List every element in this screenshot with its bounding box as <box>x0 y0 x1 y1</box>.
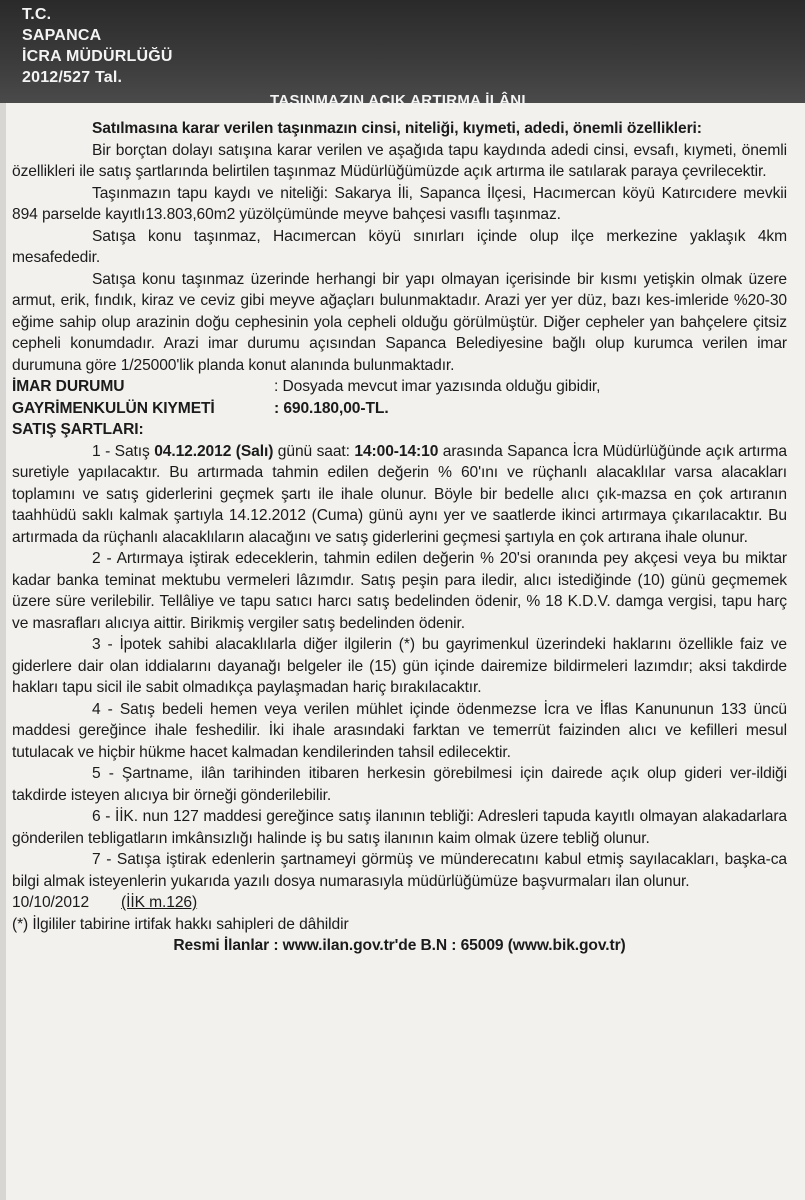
zoning-label: İMAR DURUMU <box>12 378 125 395</box>
notice-date: 10/10/2012 <box>12 894 90 911</box>
header-banner <box>0 0 805 109</box>
closing-line <box>12 892 787 914</box>
condition-3: 3 - İpotek sahibi alacaklılarla diğer ilgilerin (*) bu gayrimenkul üzerindeki haklarını özellikle faiz ve giderlere dair olan iddialarını dayanağı belgeler ile (15) gün içinde dairemize bildirmeleri lazımdır; aksi takdirde hakları tapu sicil ile sabit olmadıkça paylaşmadan hariç bırakılacaktır. <box>12 636 787 696</box>
condition-1-text-c: arasında Sapanca İcra Müdürlüğünde açık artırma suretiyle yapılacaktır. Bu artırmada tahmin edilen değerin % 60'ını ve rüçhanlı alacaklılar varsa alacakları toplamını ve satış giderlerini geçmek şartı ile ihale olunur. Böyle bir bedelle alıcı çık-mazsa en çok artıranın taahhüdü saklı kalmak şartıyla 14.12.2012 (Cuma) günü aynı yer ve saatlerde ikinci artırmaya çıkarılacaktır. Bu artırmada da rüçhanlı alacaklıların alacağını ve satış giderlerini geçmesi şartıyla en çok artırana ihale olunur. <box>12 442 787 546</box>
intro-paragraph-3: Satışa konu taşınmaz, Hacımercan köyü sınırları içinde olup ilçe merkezine yaklaşık 4km mesafededir. <box>12 227 787 266</box>
condition-2: 2 - Artırmaya iştirak edeceklerin, tahmin edilen değerin % 20'si oranında pey akçesi veya bu miktar kadar banka teminat mektubu vermeleri lâzımdır. Satış peşin para iledir, alıcı istediğinde (10) günü geçmemek üzere süre verilebilir. Tellâliye ve tapu satıcı harcı satış bedelinden ödenir, % 18 K.D.V. damga vergisi, tapu harç ve masrafları alıcıya aittir. Birikmiş vergiler satış bedelinden ödenir. <box>12 550 787 632</box>
condition-6: 6 - İİK. nun 127 maddesi gereğince satış ilanının tebliği: Adresleri tapuda kayıtlı olmayan alakadarlara gönderilen tebligatların imkânsızlığı halinde iş bu satış ilanının kaim olmak üzere tebliğ olunur. <box>12 808 787 847</box>
condition-1 <box>12 441 787 549</box>
intro-paragraph-4: Satışa konu taşınmaz üzerinde herhangi bir yapı olmayan içerisinde bir kısmı yetişkin olmak üzere armut, erik, fındık, kiraz ve ceviz gibi meyve ağaçları bulunmaktadır. Arazi yer yer düz, bazı kes-imleride %20-30 eğime sahip olup arazinin doğu cephesinin yola cepheli olduğu görülmüştür. Diğer cepheler yan bahçelere çitsiz cepheli konumdadır. Arazi imar durumu açısından Sapanca Belediyesine bağlı olup kurumca verilen imar durumuna göre 1/25000'lik planda konut alanında bulunmaktadır. <box>12 270 787 374</box>
court-line-city: SAPANCA <box>22 27 102 44</box>
condition-4: 4 - Satış bedeli hemen veya verilen mühlet içinde ödenmezse İcra ve İflas Kanununun 133 üncü maddesi gereğince ihale feshedilir. İki ihale arasındaki farktan ve temerrüt faizinden alıcı ve kefilleri mesul tutulacak ve hiçbir hükme hacet kalmadan kendilerinden tahsil edilecektir. <box>12 700 787 761</box>
court-line-office: İCRA MÜDÜRLÜĞÜ <box>22 48 173 65</box>
zoning-value: : Dosyada mevcut imar yazısında olduğu gibidir, <box>274 378 601 395</box>
law-reference: (İİK m.126) <box>121 894 198 911</box>
condition-1-time: 14:00-14:10 <box>354 442 439 460</box>
footnote: (*) İlgililer tabirine irtifak hakkı sahipleri de dâhildir <box>12 915 349 933</box>
condition-1-text-a: 1 - Satış <box>92 442 155 460</box>
scan-edge <box>0 103 6 1200</box>
condition-5: 5 - Şartname, ilân tarihinden itibaren herkesin görebilmesi için dairede açık olup gideri ver-ildiği takdirde isteyen alıcıya bir örneği gönderilebilir. <box>12 765 787 804</box>
court-info <box>22 4 173 88</box>
condition-1-date: 04.12.2012 (Salı) <box>154 442 274 460</box>
value-row <box>12 398 787 420</box>
property-heading: Satılmasına karar verilen taşınmazın cinsi, niteliği, kıymeti, adedi, önemli özellikleri: <box>92 120 702 137</box>
condition-7: 7 - Satışa iştirak edenlerin şartnameyi görmüş ve münderecatını kabul etmiş sayılacakları, başka-ca bilgi almak isteyenlerin yukarıda yazılı dosya numarasıyla müdürlüğümüze başvurmaları ilan olunur. <box>12 851 787 890</box>
value-label: GAYRİMENKULÜN KIYMETİ <box>12 399 215 417</box>
notice-title: TAŞINMAZIN AÇIK ARTIRMA İLÂNI <box>270 92 526 109</box>
intro-paragraph-2: Taşınmazın tapu kaydı ve niteliği: Sakarya İli, Sapanca İlçesi, Hacımercan köyü Katırcıdere mevkii 894 parselde kayıtlı13.803,60m2 yüzölçümünde meyve bahçesi vasıflı taşınmaz. <box>12 184 787 223</box>
intro-paragraph-1: Bir borçtan dolayı satışına karar verilen ve aşağıda tapu kaydında adedi cinsi, evsafı, kıymeti, önemli özellikleri ile satış şartlarında belirtilen taşınmaz Müdürlüğümüzde açık artırma ile satılarak paraya çevrilecektir. <box>12 141 787 180</box>
value-amount: : 690.180,00-TL. <box>274 399 389 417</box>
zoning-row <box>12 376 787 398</box>
conditions-title: SATIŞ ŞARTLARI: <box>12 421 144 438</box>
publication-footer: Resmi İlanlar : www.ilan.gov.tr'de B.N : 65009 (www.bik.gov.tr) <box>173 937 626 954</box>
condition-1-text-b: günü saat: <box>273 442 355 460</box>
court-line-file-no: 2012/527 Tal. <box>22 69 123 86</box>
court-line-tc: T.C. <box>22 6 52 23</box>
notice-body <box>12 118 787 957</box>
